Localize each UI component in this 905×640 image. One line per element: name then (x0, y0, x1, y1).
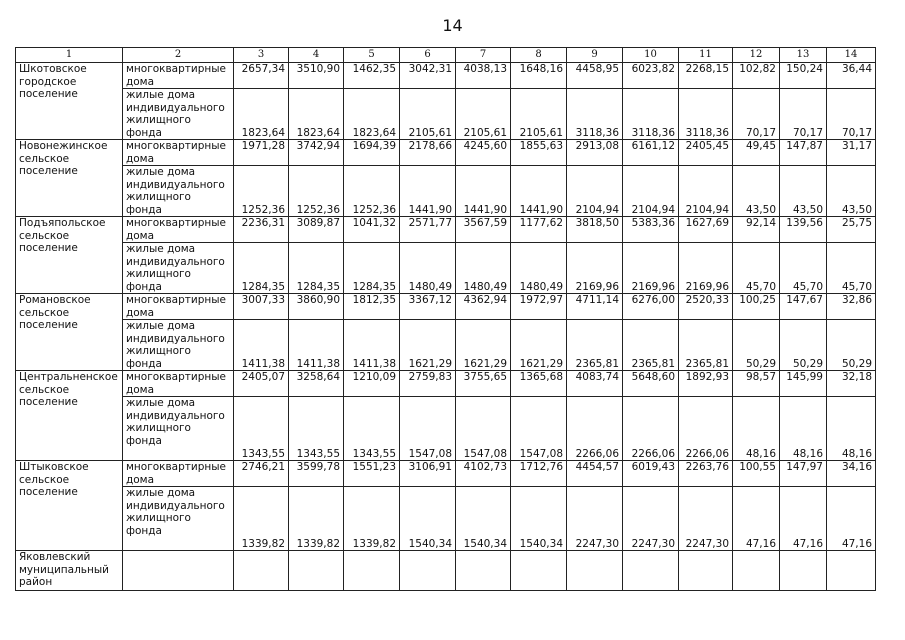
housing-type: многоквартирные дома (123, 217, 234, 243)
table-row (16, 217, 876, 243)
table-cell: 32,18 (827, 371, 876, 397)
table-cell: 2365,81 (679, 320, 733, 371)
header-row (16, 48, 876, 63)
table-cell: 2169,96 (623, 243, 679, 294)
column-header: 10 (623, 48, 679, 63)
table-cell: 1441,90 (456, 166, 511, 217)
table-cell: 1041,32 (344, 217, 400, 243)
table-cell: 49,45 (733, 140, 780, 166)
empty-cell (827, 551, 876, 591)
table-cell: 1210,09 (344, 371, 400, 397)
table-cell: 1339,82 (234, 487, 289, 551)
table-cell: 2105,61 (456, 89, 511, 140)
table-cell: 4102,73 (456, 461, 511, 487)
table-cell: 3258,64 (289, 371, 344, 397)
page-number: 14 (442, 16, 463, 35)
housing-type: жилые дома индивидуального жилищного фонда (123, 487, 234, 551)
empty-cell (679, 551, 733, 591)
table-cell: 1284,35 (344, 243, 400, 294)
table-cell: 147,97 (780, 461, 827, 487)
table-row (16, 89, 876, 140)
table-cell: 31,17 (827, 140, 876, 166)
table-cell: 1540,34 (400, 487, 456, 551)
table-cell: 2365,81 (567, 320, 623, 371)
housing-type: жилые дома индивидуального жилищного фонда (123, 397, 234, 461)
table-cell: 70,17 (780, 89, 827, 140)
table-cell: 1621,29 (456, 320, 511, 371)
table-cell: 147,87 (780, 140, 827, 166)
table-cell: 3742,94 (289, 140, 344, 166)
table-cell: 3118,36 (623, 89, 679, 140)
table-cell: 1627,69 (679, 217, 733, 243)
housing-type: многоквартирные дома (123, 63, 234, 89)
table-cell: 2405,07 (234, 371, 289, 397)
table-cell: 3367,12 (400, 294, 456, 320)
table-cell: 1177,62 (511, 217, 567, 243)
table-cell: 3567,59 (456, 217, 511, 243)
table-row (16, 487, 876, 551)
column-header: 1 (16, 48, 123, 63)
table-cell: 43,50 (827, 166, 876, 217)
table-cell: 2169,96 (567, 243, 623, 294)
table-cell: 1823,64 (344, 89, 400, 140)
table-cell: 1547,08 (456, 397, 511, 461)
table-cell: 2247,30 (679, 487, 733, 551)
table-cell: 1621,29 (511, 320, 567, 371)
table-cell: 4362,94 (456, 294, 511, 320)
table-cell: 3818,50 (567, 217, 623, 243)
column-header: 3 (234, 48, 289, 63)
table-cell: 32,86 (827, 294, 876, 320)
table-cell: 3599,78 (289, 461, 344, 487)
table-cell: 1547,08 (400, 397, 456, 461)
table-cell: 2759,83 (400, 371, 456, 397)
table-cell: 1462,35 (344, 63, 400, 89)
table-cell: 2104,94 (679, 166, 733, 217)
table-cell: 3860,90 (289, 294, 344, 320)
column-header: 12 (733, 48, 780, 63)
table-cell: 2266,06 (623, 397, 679, 461)
table-cell: 2746,21 (234, 461, 289, 487)
housing-type: жилые дома индивидуального жилищного фонда (123, 243, 234, 294)
table-cell: 1823,64 (289, 89, 344, 140)
settlement-name: Подъяпольское сельское поселение (16, 217, 123, 294)
table-cell: 1252,36 (344, 166, 400, 217)
settlement-name: Новонежинское сельское поселение (16, 140, 123, 217)
table-cell: 48,16 (780, 397, 827, 461)
column-header: 7 (456, 48, 511, 63)
settlement-name: Шкотовское городское поселение (16, 63, 123, 140)
table-row (16, 320, 876, 371)
table-cell: 6276,00 (623, 294, 679, 320)
table-cell: 1855,63 (511, 140, 567, 166)
empty-cell (567, 551, 623, 591)
table-row (16, 243, 876, 294)
table-cell: 70,17 (827, 89, 876, 140)
table-cell: 47,16 (733, 487, 780, 551)
housing-type: жилые дома индивидуального жилищного фонда (123, 320, 234, 371)
table-cell: 4083,74 (567, 371, 623, 397)
table-cell: 50,29 (827, 320, 876, 371)
table-row (16, 140, 876, 166)
table-cell: 50,29 (733, 320, 780, 371)
table-cell: 2263,76 (679, 461, 733, 487)
table-cell: 47,16 (780, 487, 827, 551)
empty-cell (780, 551, 827, 591)
table-cell: 6023,82 (623, 63, 679, 89)
table-cell: 5383,36 (623, 217, 679, 243)
table-cell: 2104,94 (567, 166, 623, 217)
table-row (16, 371, 876, 397)
table-cell: 1480,49 (511, 243, 567, 294)
table-cell: 100,55 (733, 461, 780, 487)
table-cell: 43,50 (780, 166, 827, 217)
column-header: 11 (679, 48, 733, 63)
table-cell: 3510,90 (289, 63, 344, 89)
empty-cell (733, 551, 780, 591)
table-cell: 145,99 (780, 371, 827, 397)
table-cell: 150,24 (780, 63, 827, 89)
table-cell: 1972,97 (511, 294, 567, 320)
table-cell: 1252,36 (289, 166, 344, 217)
table-cell: 1411,38 (234, 320, 289, 371)
table-cell: 70,17 (733, 89, 780, 140)
table-cell: 1339,82 (344, 487, 400, 551)
housing-type: многоквартирные дома (123, 294, 234, 320)
table-cell: 6161,12 (623, 140, 679, 166)
table-cell: 1411,38 (344, 320, 400, 371)
housing-type: многоквартирные дома (123, 140, 234, 166)
table-cell: 4458,95 (567, 63, 623, 89)
empty-cell (511, 551, 567, 591)
empty-cell (123, 551, 234, 591)
table-cell: 1540,34 (511, 487, 567, 551)
table-row (16, 551, 876, 591)
table-cell: 2105,61 (511, 89, 567, 140)
table-cell: 2571,77 (400, 217, 456, 243)
table-cell: 2266,06 (679, 397, 733, 461)
empty-cell (456, 551, 511, 591)
table-cell: 2169,96 (679, 243, 733, 294)
table-cell: 1694,39 (344, 140, 400, 166)
table-cell: 3755,65 (456, 371, 511, 397)
table-cell: 6019,43 (623, 461, 679, 487)
table-cell: 1252,36 (234, 166, 289, 217)
table-cell: 1339,82 (289, 487, 344, 551)
table-cell: 45,70 (733, 243, 780, 294)
table-cell: 1365,68 (511, 371, 567, 397)
column-header: 8 (511, 48, 567, 63)
settlement-name: Яковлевский муниципальный район (16, 551, 123, 591)
housing-type: многоквартирные дома (123, 461, 234, 487)
housing-type: жилые дома индивидуального жилищного фонда (123, 166, 234, 217)
table-row (16, 461, 876, 487)
table-cell: 1411,38 (289, 320, 344, 371)
table-cell: 2104,94 (623, 166, 679, 217)
empty-cell (344, 551, 400, 591)
table-cell: 34,16 (827, 461, 876, 487)
table-cell: 4038,13 (456, 63, 511, 89)
table-cell: 2247,30 (567, 487, 623, 551)
table-cell: 2913,08 (567, 140, 623, 166)
empty-cell (234, 551, 289, 591)
table-cell: 2657,34 (234, 63, 289, 89)
column-header: 2 (123, 48, 234, 63)
table-cell: 1551,23 (344, 461, 400, 487)
column-header: 13 (780, 48, 827, 63)
table-cell: 1284,35 (289, 243, 344, 294)
table-cell: 5648,60 (623, 371, 679, 397)
table-cell: 2266,06 (567, 397, 623, 461)
table-cell: 1441,90 (400, 166, 456, 217)
table-cell: 1712,76 (511, 461, 567, 487)
table-cell: 1621,29 (400, 320, 456, 371)
table-cell: 4245,60 (456, 140, 511, 166)
table-cell: 45,70 (780, 243, 827, 294)
table-cell: 2178,66 (400, 140, 456, 166)
table-cell: 4711,14 (567, 294, 623, 320)
empty-cell (623, 551, 679, 591)
table-cell: 2365,81 (623, 320, 679, 371)
table-cell: 1480,49 (456, 243, 511, 294)
settlement-name: Романовское сельское поселение (16, 294, 123, 371)
table-cell: 48,16 (827, 397, 876, 461)
housing-type: жилые дома индивидуального жилищного фонда (123, 89, 234, 140)
column-header: 4 (289, 48, 344, 63)
housing-type: многоквартирные дома (123, 371, 234, 397)
table-cell: 43,50 (733, 166, 780, 217)
table-cell: 2105,61 (400, 89, 456, 140)
table-row (16, 397, 876, 461)
table-cell: 102,82 (733, 63, 780, 89)
table-cell: 92,14 (733, 217, 780, 243)
table-cell: 100,25 (733, 294, 780, 320)
table-cell: 25,75 (827, 217, 876, 243)
table-row (16, 294, 876, 320)
table-cell: 1648,16 (511, 63, 567, 89)
table-cell: 2268,15 (679, 63, 733, 89)
table-cell: 1892,93 (679, 371, 733, 397)
table-cell: 45,70 (827, 243, 876, 294)
table-body (16, 63, 876, 591)
empty-cell (400, 551, 456, 591)
table-cell: 50,29 (780, 320, 827, 371)
table-cell: 2520,33 (679, 294, 733, 320)
table-cell: 1547,08 (511, 397, 567, 461)
table-cell: 1284,35 (234, 243, 289, 294)
table-cell: 1812,35 (344, 294, 400, 320)
table-cell: 1540,34 (456, 487, 511, 551)
table-cell: 2236,31 (234, 217, 289, 243)
column-header: 6 (400, 48, 456, 63)
settlement-name: Центральненское сельское поселение (16, 371, 123, 461)
table-cell: 147,67 (780, 294, 827, 320)
table-row (16, 63, 876, 89)
table-cell: 98,57 (733, 371, 780, 397)
table-cell: 47,16 (827, 487, 876, 551)
column-header: 14 (827, 48, 876, 63)
tariff-table (15, 47, 876, 591)
column-header: 5 (344, 48, 400, 63)
table-cell: 1343,55 (289, 397, 344, 461)
table-cell: 3118,36 (679, 89, 733, 140)
table-cell: 48,16 (733, 397, 780, 461)
table-cell: 1971,28 (234, 140, 289, 166)
table-cell: 2405,45 (679, 140, 733, 166)
table-cell: 3007,33 (234, 294, 289, 320)
table-cell: 3118,36 (567, 89, 623, 140)
table-cell: 4454,57 (567, 461, 623, 487)
table-cell: 139,56 (780, 217, 827, 243)
table-cell: 3089,87 (289, 217, 344, 243)
table-cell: 1823,64 (234, 89, 289, 140)
table-cell: 1343,55 (344, 397, 400, 461)
settlement-name: Штыковское сельское поселение (16, 461, 123, 551)
table-row (16, 166, 876, 217)
table-cell: 1441,90 (511, 166, 567, 217)
table-cell: 3042,31 (400, 63, 456, 89)
empty-cell (289, 551, 344, 591)
table-cell: 2247,30 (623, 487, 679, 551)
table-cell: 36,44 (827, 63, 876, 89)
table-cell: 1343,55 (234, 397, 289, 461)
column-header: 9 (567, 48, 623, 63)
table-cell: 1480,49 (400, 243, 456, 294)
table-cell: 3106,91 (400, 461, 456, 487)
